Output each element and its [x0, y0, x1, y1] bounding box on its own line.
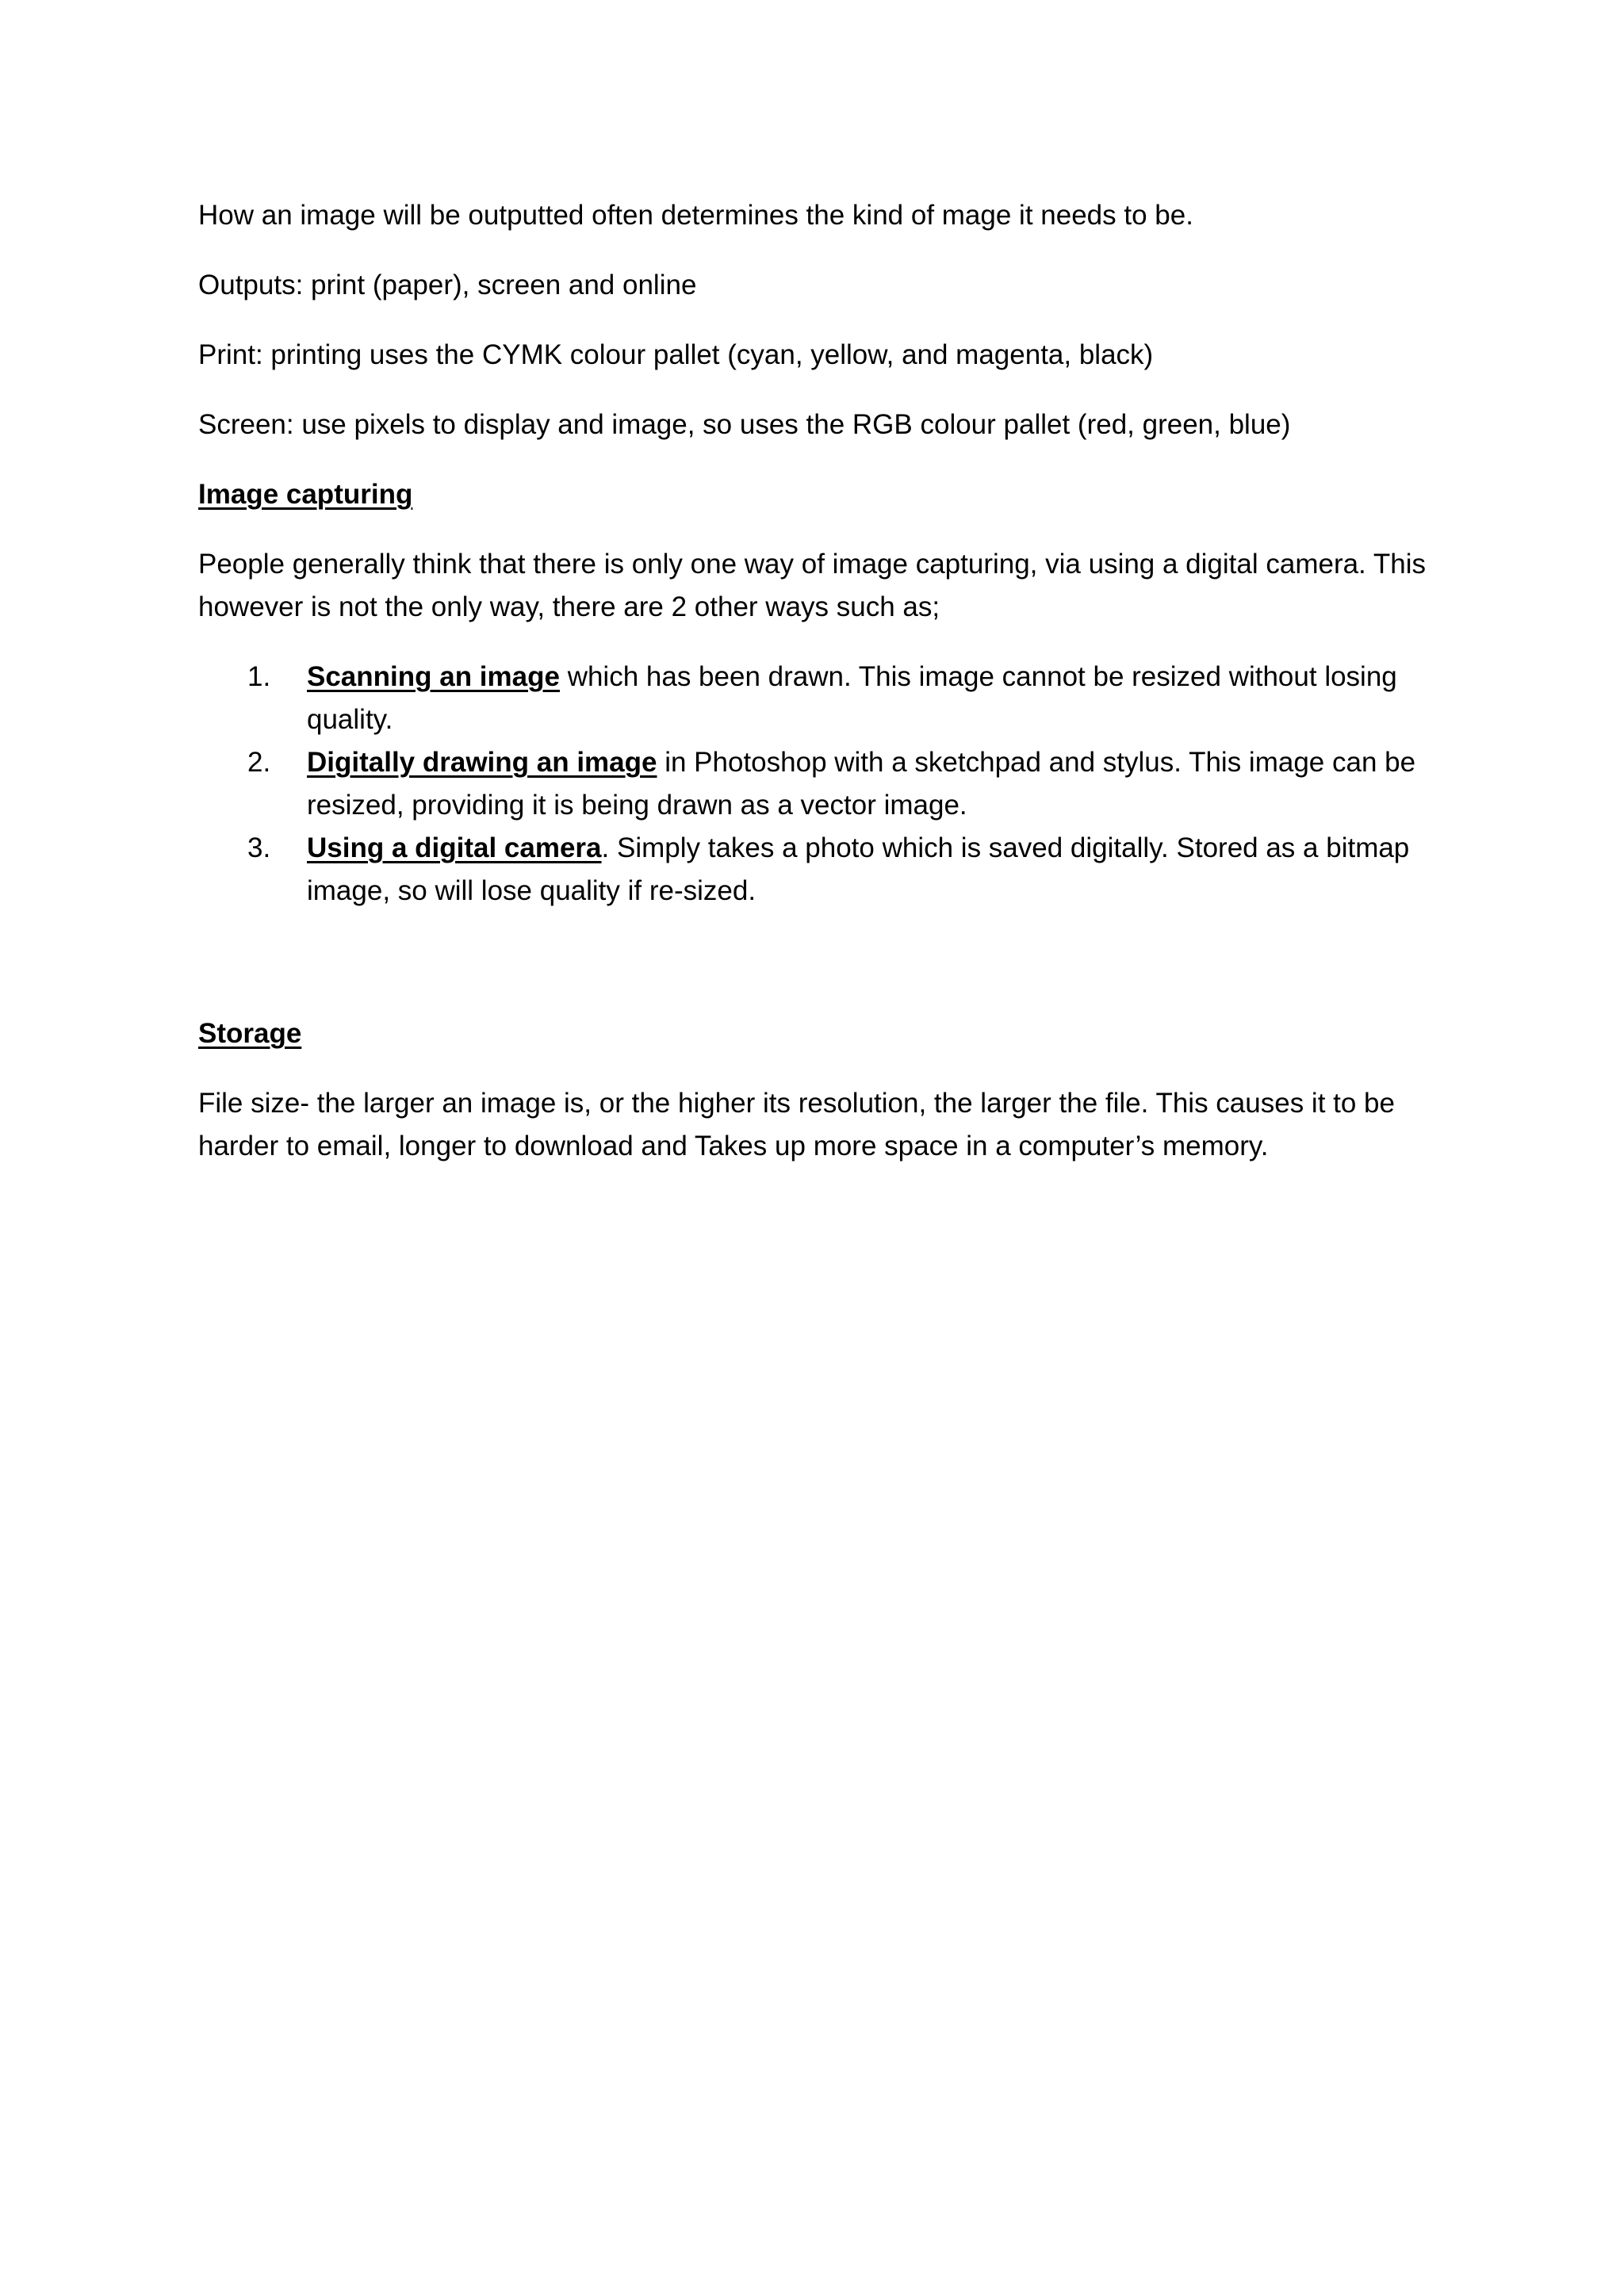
list-item-number: 3.	[247, 832, 271, 863]
list-item-rest: which has been drawn. This image cannot be resized without losing quality.	[307, 661, 1397, 735]
list-item	[198, 827, 1435, 913]
list-item-rest: . Simply takes a photo which is saved digitally. Stored as a bitmap image, so will lose quality if re-sized.	[307, 832, 1410, 906]
document-body	[198, 194, 1435, 1168]
screen-paragraph: Screen: use pixels to display and image, so uses the RGB colour pallet (red, green, blue)	[198, 409, 1291, 440]
list-item-number: 2.	[247, 747, 271, 778]
list-item-lead: Using a digital camera	[307, 832, 602, 863]
capturing-methods-list	[198, 656, 1435, 913]
list-item-text	[307, 656, 1435, 741]
image-capturing-paragraph: People generally think that there is only one way of image capturing, via using a digital camera. This however is not the only way, there are 2 other ways such as;	[198, 549, 1426, 622]
list-item-lead: Digitally drawing an image	[307, 747, 657, 778]
list-item	[198, 741, 1435, 827]
storage-paragraph: File size- the larger an image is, or the higher its resolution, the larger the file. This causes it to be harder to email, longer to download and Takes up more space in a computer’s memory.	[198, 1088, 1395, 1161]
list-item-lead: Scanning an image	[307, 661, 560, 692]
outputs-paragraph: Outputs: print (paper), screen and online	[198, 270, 697, 300]
list-item-text	[307, 827, 1435, 913]
list-item-text	[307, 741, 1435, 827]
list-item-rest: in Photoshop with a sketchpad and stylus. This image can be resized, providing it is being drawn as a vector image.	[307, 747, 1416, 821]
storage-heading: Storage	[198, 1018, 302, 1049]
intro-paragraph: How an image will be outputted often determines the kind of mage it needs to be.	[198, 200, 1193, 231]
image-capturing-heading: Image capturing	[198, 479, 413, 510]
list-item	[198, 656, 1435, 741]
list-item-number: 1.	[247, 661, 271, 692]
print-paragraph: Print: printing uses the CYMK colour pallet (cyan, yellow, and magenta, black)	[198, 339, 1154, 370]
